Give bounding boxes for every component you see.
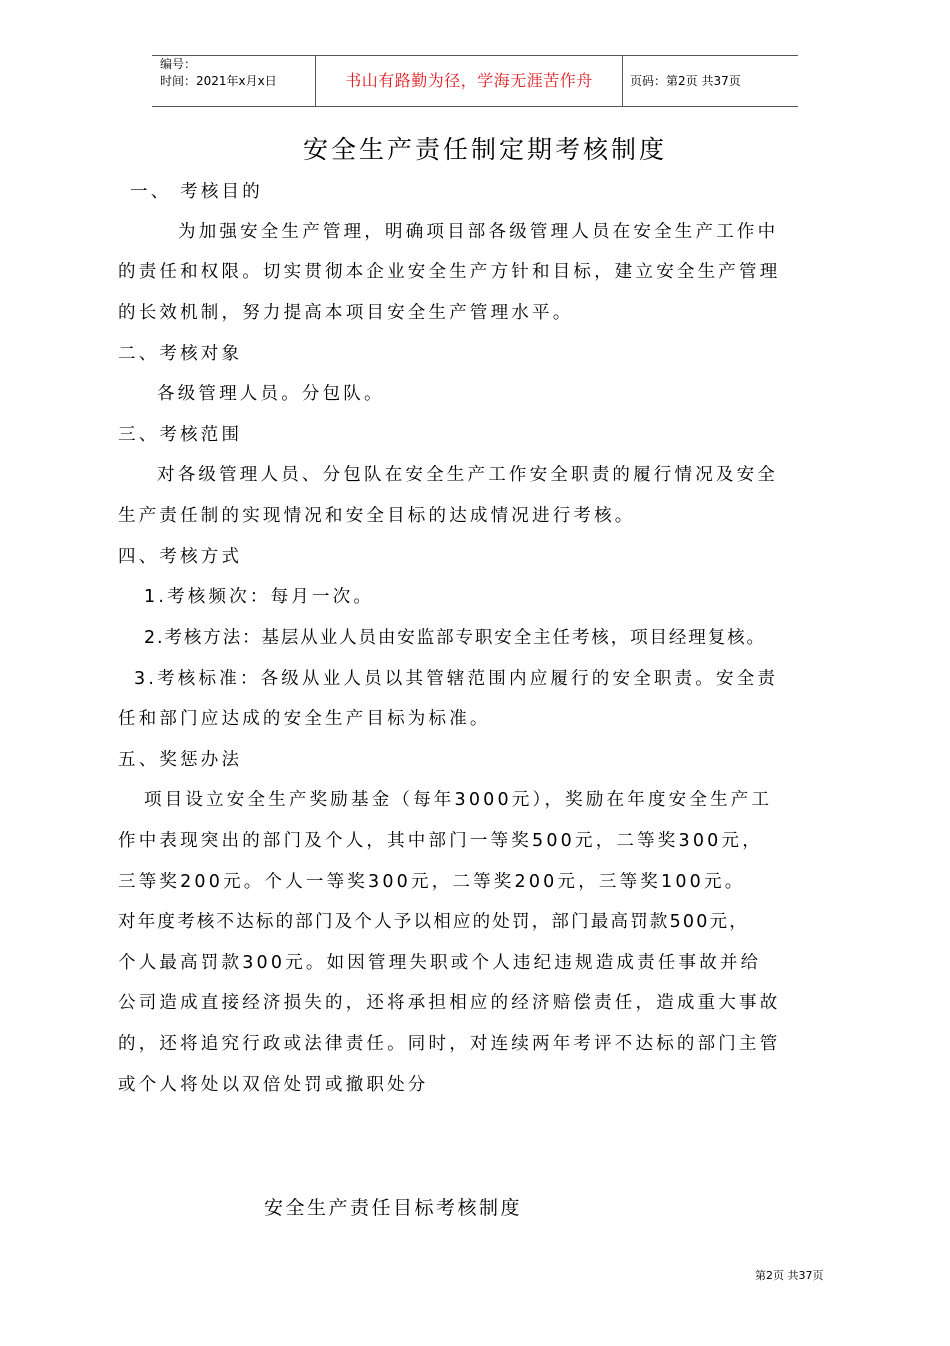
section-heading-target: 二、考核对象: [118, 344, 243, 364]
page-header: [152, 55, 798, 107]
paragraph-line: 公司造成直接经济损失的，还将承担相应的经济赔偿责任，造成重大事故: [118, 993, 781, 1013]
section-heading-method: 四、考核方式: [118, 547, 243, 567]
list-item: 1.考核频次：每月一次。: [144, 587, 375, 607]
header-meta: [152, 56, 315, 106]
list-item: 2.考核方法：基层从业人员由安监部专职安全主任考核，项目经理复核。: [144, 628, 766, 648]
paragraph-line: 的，还将追究行政或法律责任。同时，对连续两年考评不达标的部门主管: [118, 1034, 781, 1054]
header-page-number: 页码：第2页 共37页: [630, 74, 741, 88]
list-item: 3.考核标准：各级从业人员以其管辖范围内应履行的安全职责。安全责: [134, 669, 779, 689]
header-motto: 书山有路勤为径，学海无涯苦作舟: [315, 56, 623, 106]
paragraph-line: 三等奖200元。个人一等奖300元，二等奖200元，三等奖100元。: [118, 872, 746, 892]
page-footer: 第2页 共37页: [755, 1269, 824, 1282]
paragraph-line: 对各级管理人员、分包队在安全生产工作安全职责的履行情况及安全: [157, 465, 778, 485]
document-number-label: 编号：: [160, 57, 197, 71]
paragraph-line: 对年度考核不达标的部门及个人予以相应的处罚，部门最高罚款500元，: [118, 912, 749, 932]
paragraph-line: 各级管理人员。分包队。: [157, 384, 385, 404]
paragraph-line: 的长效机制，努力提高本项目安全生产管理水平。: [118, 303, 574, 323]
paragraph-line: 的责任和权限。切实贯彻本企业安全生产方针和目标，建立安全生产管理: [118, 262, 781, 282]
section-heading-purpose: 一、 考核目的: [130, 182, 263, 202]
document-time-label: 时间：2021年x月x日: [160, 74, 277, 88]
section-heading-rewards: 五、奖惩办法: [118, 750, 243, 770]
paragraph-line: 个人最高罚款300元。如因管理失职或个人违纪违规造成责任事故并给: [118, 953, 762, 973]
document-title: 安全生产责任制定期考核制度: [302, 135, 667, 164]
paragraph-line: 项目设立安全生产奖励基金（每年3000元），奖励在年度安全生产工: [144, 790, 773, 810]
paragraph-line: 或个人将处以双倍处罚或撤职处分: [118, 1075, 429, 1095]
paragraph-line: 任和部门应达成的安全生产目标为标准。: [118, 709, 491, 729]
next-section-title: 安全生产责任目标考核制度: [264, 1197, 523, 1219]
paragraph-line: 作中表现突出的部门及个人，其中部门一等奖500元，二等奖300元，: [118, 831, 763, 851]
paragraph-line: 生产责任制的实现情况和安全目标的达成情况进行考核。: [118, 506, 636, 526]
paragraph-line: 为加强安全生产管理，明确项目部各级管理人员在安全生产工作中: [178, 222, 779, 242]
section-heading-scope: 三、考核范围: [118, 425, 243, 445]
